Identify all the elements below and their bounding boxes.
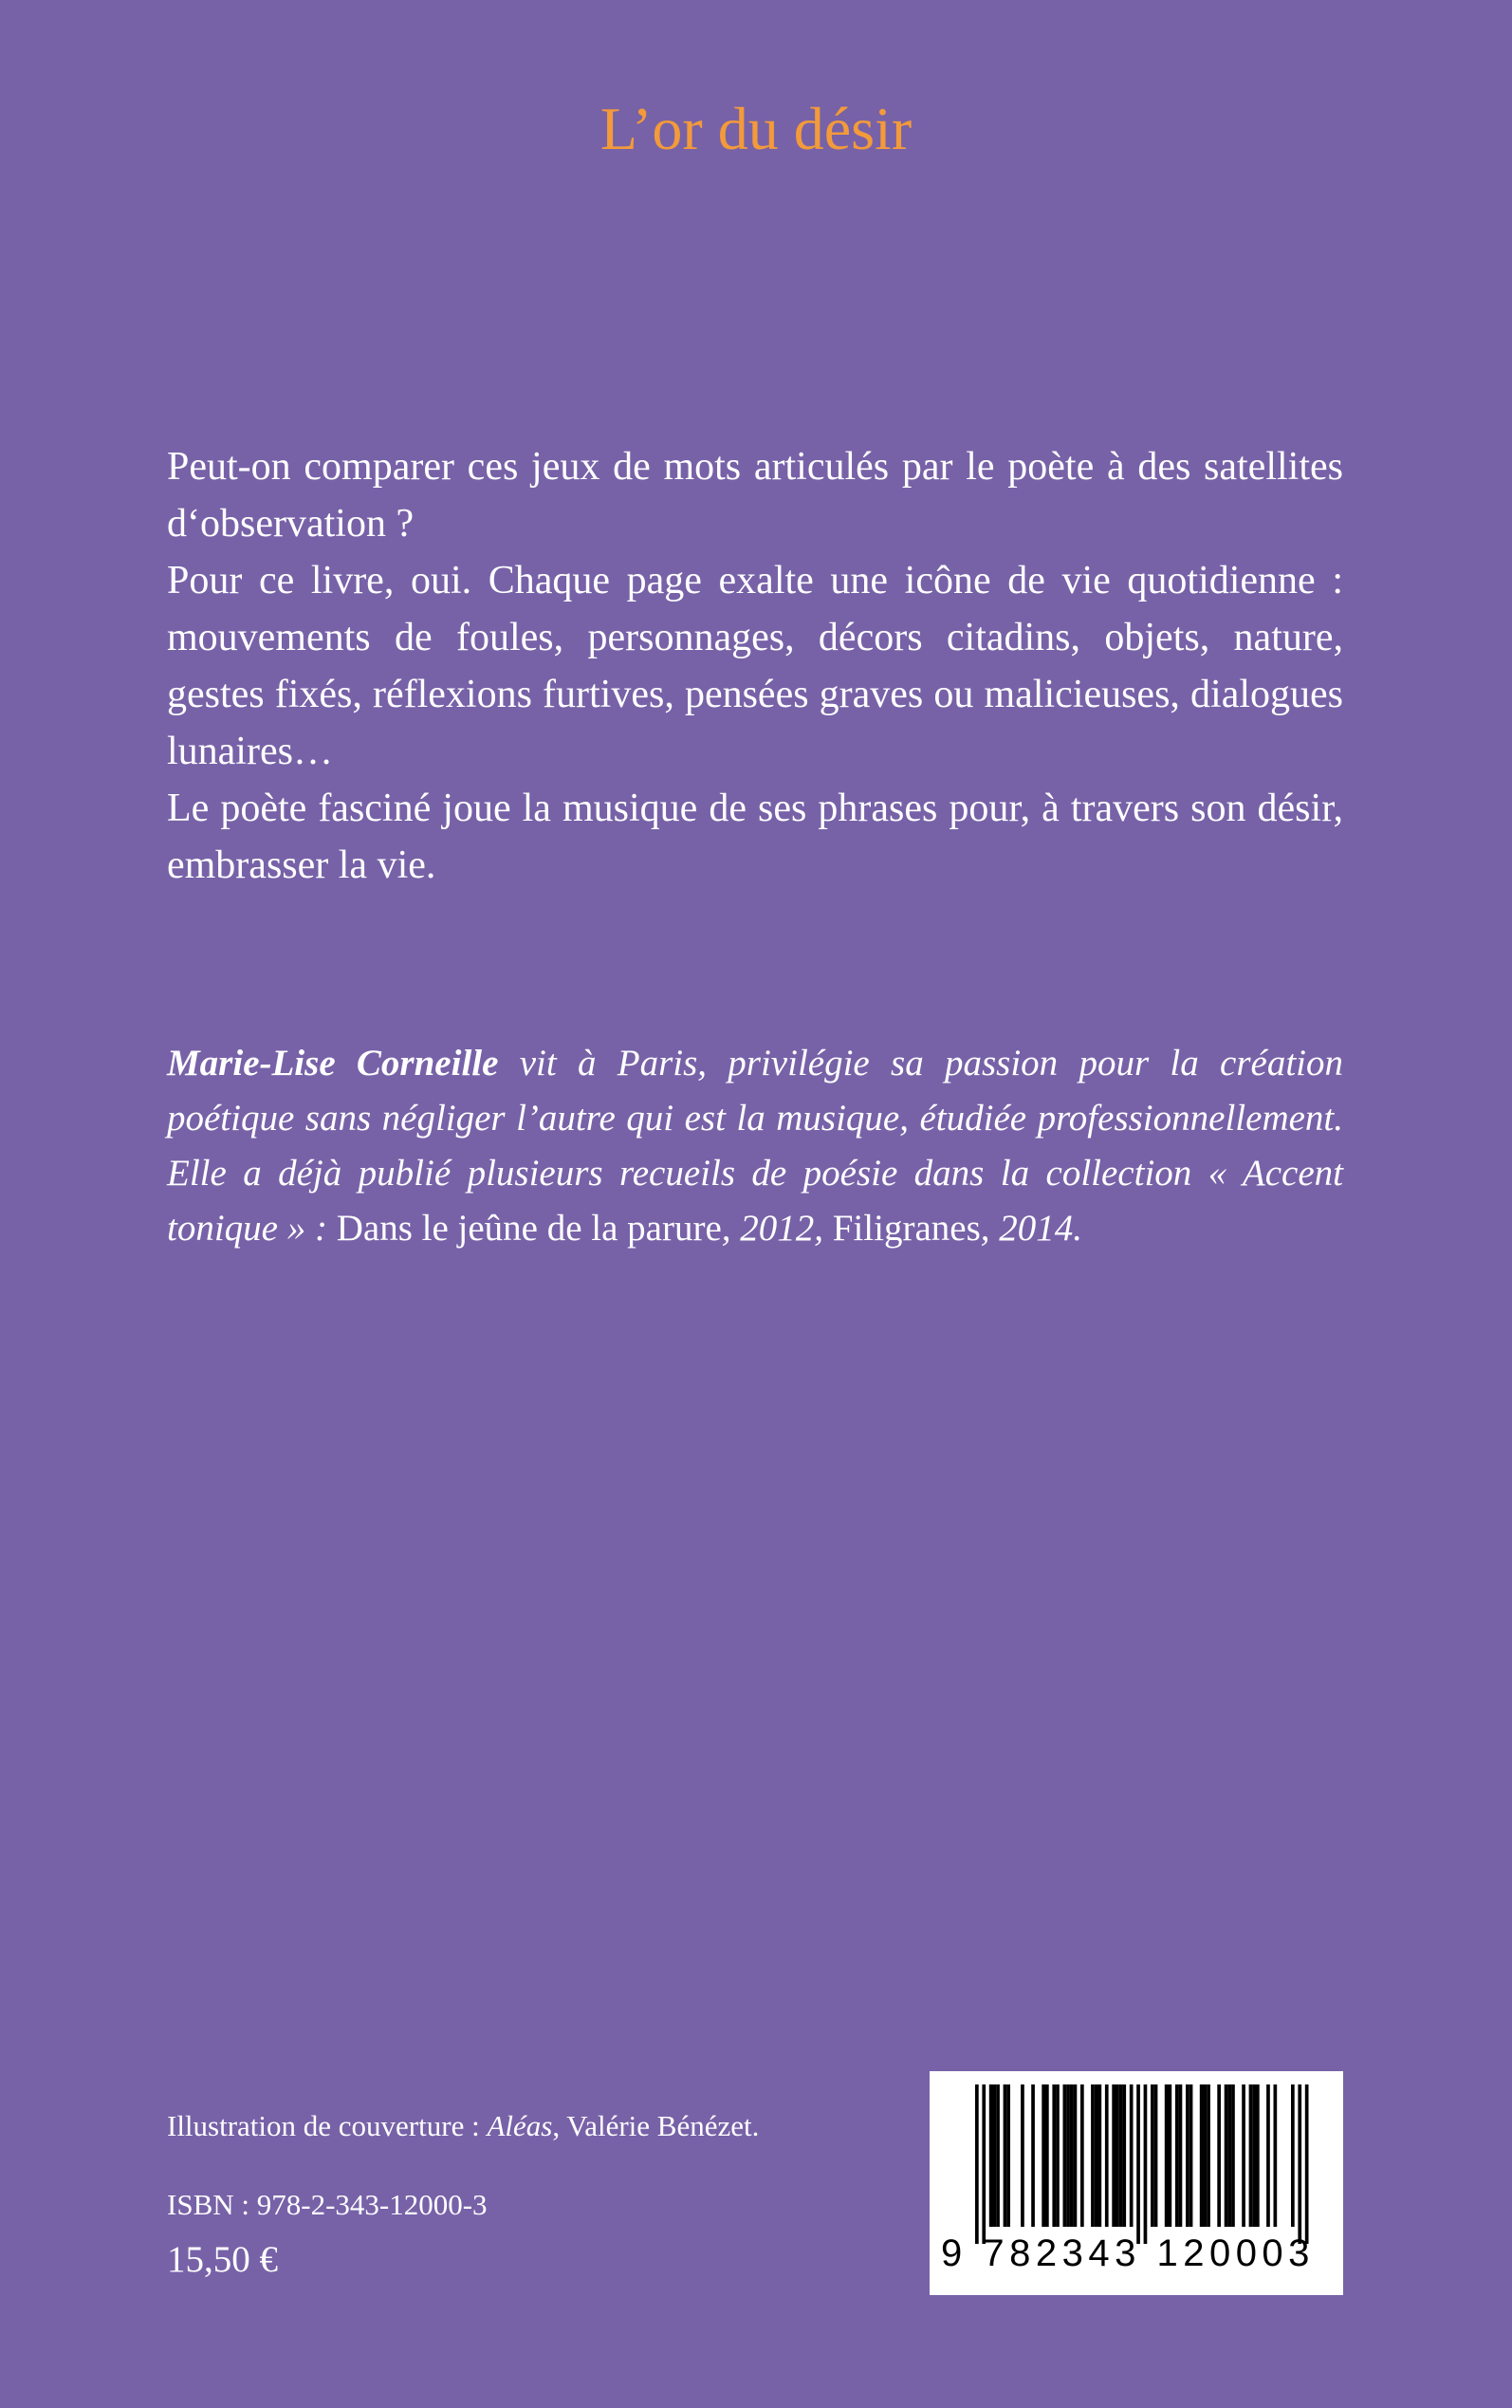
barcode-bar xyxy=(1204,2084,1208,2227)
barcode-digits: 9 782343 120003 xyxy=(941,2232,1315,2274)
barcode-bar xyxy=(1186,2084,1189,2227)
bio-text: vit à Paris, privilégie sa passion pour la création poétique sans négliger l’autre qui est la musique, étudiée professionnellement. Elle a déjà publié plusieurs recueils de poésie dans la collection « Accent tonique » : xyxy=(167,1043,1343,1249)
barcode-bar xyxy=(1169,2084,1172,2227)
barcode-bar xyxy=(1151,2084,1154,2227)
barcode-bar xyxy=(1056,2084,1060,2227)
barcode-bar xyxy=(1200,2084,1204,2227)
barcode-bar xyxy=(1144,2084,1148,2244)
book-title-previous: Filigranes xyxy=(832,1208,981,1249)
barcode-bar xyxy=(1217,2084,1221,2227)
barcode-bar xyxy=(982,2084,986,2244)
barcode-bar xyxy=(1006,2084,1010,2227)
barcode-bar xyxy=(1045,2084,1049,2227)
barcode-bar xyxy=(1274,2084,1278,2227)
credit-suffix: , Valérie Bénézet. xyxy=(552,2109,760,2142)
barcode-bar xyxy=(1207,2084,1210,2227)
barcode-bar xyxy=(989,2084,993,2227)
barcode-bar xyxy=(1175,2084,1179,2227)
isbn: ISBN : 978-2-343-12000-3 xyxy=(167,2188,488,2221)
barcode-bar xyxy=(1179,2084,1183,2227)
blurb-paragraph: Le poète fasciné joue la musique de ses phrases pour, à travers son désir, embrasser la vie. xyxy=(167,787,1343,887)
barcode-bar xyxy=(1042,2084,1045,2227)
barcode-bar xyxy=(1091,2084,1095,2227)
barcode-bar xyxy=(1074,2084,1078,2227)
illustration-credit xyxy=(167,2107,759,2145)
barcode-bar xyxy=(1063,2084,1067,2227)
book-title: L’or du désir xyxy=(599,95,913,162)
barcode-bar xyxy=(1305,2084,1309,2244)
credit-prefix: Illustration de couverture : xyxy=(167,2109,488,2142)
barcode-bar xyxy=(1095,2084,1098,2227)
barcode-bar xyxy=(1225,2084,1228,2227)
barcode-bar xyxy=(1052,2084,1056,2227)
barcode-bar xyxy=(1021,2084,1024,2227)
barcode-bar xyxy=(1070,2084,1074,2227)
bio-text: , 2012, xyxy=(721,1208,833,1249)
back-cover-blurb xyxy=(167,438,1343,894)
barcode-bar xyxy=(1291,2084,1295,2227)
barcode-bar xyxy=(1266,2084,1270,2227)
barcode-bar xyxy=(1119,2084,1123,2227)
price: 15,50 € xyxy=(167,2239,278,2280)
author-name: Marie-Lise Corneille xyxy=(167,1043,499,1084)
barcode-bar xyxy=(1231,2084,1235,2227)
book-title-previous: Dans le jeûne de la parure xyxy=(336,1208,722,1249)
barcode-bar xyxy=(975,2084,979,2244)
credit-work: Aléas xyxy=(487,2109,553,2142)
barcode-bar xyxy=(993,2084,997,2227)
barcode-bar xyxy=(1165,2084,1169,2227)
barcode-bar xyxy=(1004,2084,1007,2227)
barcode-bar xyxy=(1112,2084,1116,2227)
blurb-paragraph: Peut-on comparer ces jeux de mots articulés par le poète à des satellites d‘observation ? xyxy=(167,445,1343,546)
barcode-bar xyxy=(1242,2084,1245,2227)
barcode-bar xyxy=(1298,2084,1301,2244)
barcode-bar xyxy=(1136,2084,1140,2244)
barcode-bar xyxy=(1154,2084,1158,2227)
barcode-bar xyxy=(1249,2084,1253,2227)
bio-text: , 2014. xyxy=(980,1208,1083,1249)
barcode-bar xyxy=(1130,2084,1134,2227)
barcode-bar xyxy=(1116,2084,1119,2227)
barcode-bar xyxy=(1252,2084,1256,2227)
author-bio xyxy=(167,1036,1343,1256)
barcode-bar xyxy=(1227,2084,1231,2227)
barcode-bar xyxy=(1098,2084,1102,2227)
barcode-bar xyxy=(1105,2084,1109,2227)
barcode-bar xyxy=(1066,2084,1070,2227)
barcode-bar xyxy=(1031,2084,1035,2227)
barcode-bar xyxy=(1122,2084,1126,2227)
barcode xyxy=(930,2071,1343,2295)
barcode-bar xyxy=(1256,2084,1260,2227)
barcode-bar xyxy=(1080,2084,1084,2227)
blurb-paragraph: Pour ce livre, oui. Chaque page exalte une icône de vie quotidienne : mouvements de foules, personnages, décors citadins, objets, nature, gestes fixés, réflexions furtives, pensées graves ou malicieuses, dialogues lunaires… xyxy=(167,559,1343,773)
barcode-bar xyxy=(1189,2084,1193,2227)
barcode-bar xyxy=(996,2084,1000,2227)
